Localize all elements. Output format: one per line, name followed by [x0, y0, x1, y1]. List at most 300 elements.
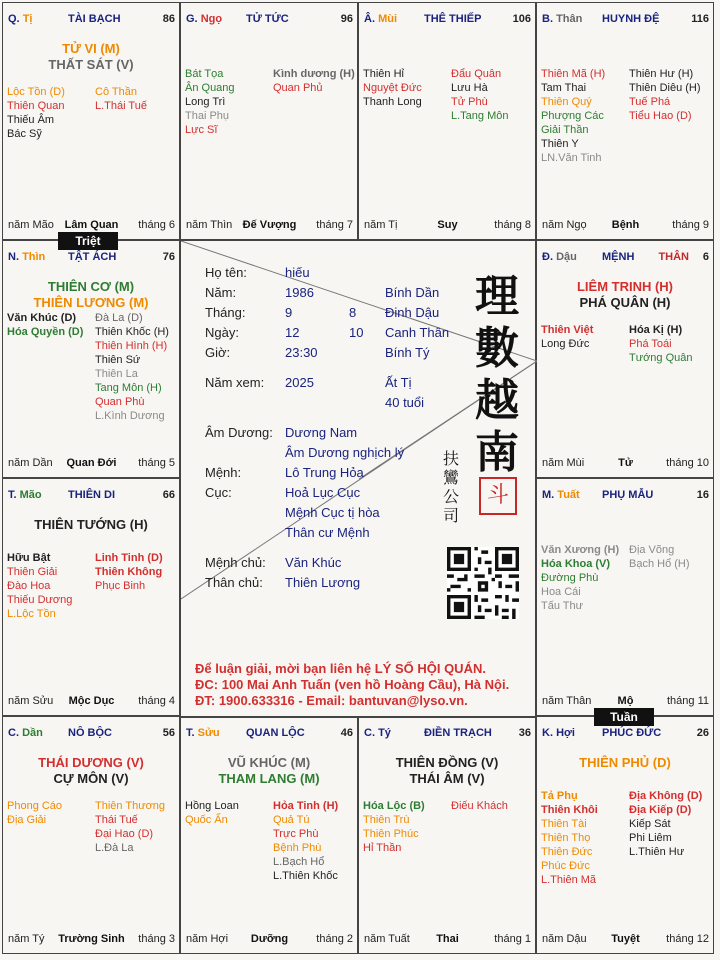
palace-month: tháng 9: [672, 219, 709, 231]
minor-star: Lộc Tồn (D): [7, 86, 65, 98]
palace-year: năm Thân: [542, 695, 592, 707]
minor-star: Long Đức: [541, 338, 590, 350]
minor-star: L.Bạch Hổ: [273, 856, 325, 868]
palace-header: [8, 251, 175, 267]
minor-star: Phục Binh: [95, 580, 146, 592]
palace-year: năm Ngọ: [542, 219, 587, 231]
minor-star: Quan Phù: [95, 396, 145, 408]
minor-star: Bát Tọa: [185, 68, 224, 80]
minor-stars-right: [95, 311, 181, 423]
gio-value: 23:30: [285, 345, 318, 360]
ly-so-viet-nam-logo: 理數越南: [475, 271, 519, 478]
minor-star: Địa Võng: [629, 544, 675, 556]
minor-star: Thiên Khốc (H): [95, 326, 169, 338]
palace-can: B.: [542, 13, 553, 25]
major-stars: [359, 755, 535, 787]
palace-month: tháng 10: [666, 457, 709, 469]
minor-star: Bạch Hổ (H): [629, 558, 690, 570]
minor-stars-left: [363, 799, 449, 855]
palace-can-chi: [542, 13, 582, 25]
minor-stars-right: [95, 799, 181, 855]
cuc-label: Cục:: [205, 485, 232, 500]
trang-sinh-stage: Suy: [437, 219, 458, 231]
palace-dai-han-number: 66: [162, 489, 175, 501]
logo-subtitle: 扶鸞公司: [443, 449, 460, 525]
trang-sinh-stage: Mộc Dục: [68, 695, 115, 707]
palace-header: [364, 727, 531, 743]
major-star: THIÊN PHỦ (D): [579, 755, 671, 770]
palace-can: T.: [8, 489, 17, 501]
minor-star: Bệnh Phù: [273, 842, 322, 854]
palace-can: C.: [8, 727, 19, 739]
than-cu-value: Thân cư Mệnh: [285, 525, 370, 540]
palace-suu[interactable]: [180, 716, 358, 954]
major-star: TỬ VI (M): [62, 41, 120, 56]
palace-footer: [8, 933, 175, 947]
minor-star: Thiên Trù: [363, 814, 410, 826]
ho-ten-label: Họ tên:: [205, 265, 247, 280]
palace-footer: [8, 457, 175, 471]
minor-stars-left: [185, 67, 271, 137]
palace-can: M.: [542, 489, 555, 501]
major-star: THIÊN TƯỚNG (H): [34, 517, 148, 532]
palace-month: tháng 11: [666, 695, 709, 707]
than-chu-value: Thiên Lương: [285, 575, 361, 590]
major-star: PHÁ QUÂN (H): [579, 295, 671, 310]
minor-star: Tướng Quân: [629, 352, 693, 364]
nam-xem-value: 2025: [285, 375, 314, 390]
minor-star: Bác Sỹ: [7, 128, 42, 140]
palace-month: tháng 7: [316, 219, 353, 231]
minor-star: Hóa Lộc (B): [363, 800, 425, 812]
minor-star: Thiên Phúc: [363, 828, 419, 840]
palace-dai-han-number: 116: [691, 13, 709, 25]
palace-can: Đ.: [542, 251, 553, 263]
palace-chi: Dậu: [556, 251, 577, 263]
minor-star: Đào Hoa: [7, 580, 51, 592]
minor-stars-right: [451, 67, 537, 123]
minor-star: Hữu Bật: [7, 552, 51, 564]
nam-xem-can-value: Ất Tị: [385, 375, 412, 390]
palace-chi: Tuất: [557, 489, 580, 501]
palace-can-chi: [186, 727, 220, 739]
palace-chi: Thân: [556, 13, 583, 25]
palace-name: NÔ BỘC: [68, 727, 112, 739]
palace-header: [364, 13, 531, 29]
palace-chi: Sửu: [197, 727, 220, 739]
palace-year: năm Mùi: [542, 457, 585, 469]
minor-star: Phá Toái: [629, 338, 672, 350]
tuan-tag: Tuần: [594, 708, 654, 726]
palace-name: MỆNH: [602, 251, 635, 263]
minor-star: Phúc Đức: [541, 860, 590, 872]
palace-header: [542, 489, 709, 505]
center-info-panel: [180, 240, 536, 718]
major-stars: [3, 41, 179, 73]
minor-star: L.Tang Môn: [451, 110, 509, 122]
major-stars: [3, 517, 179, 533]
minor-star: Tả Phụ: [541, 790, 578, 802]
minor-stars-right: [629, 67, 715, 123]
am-duong-value: Dương Nam: [285, 425, 358, 440]
palace-name: TỬ TỨC: [246, 13, 289, 25]
ngay-value: 12: [285, 325, 300, 340]
ngay-can-value: Canh Thân: [385, 325, 450, 340]
minor-star: Thiên Hư (H): [629, 68, 694, 80]
cuc-relation-value: Mệnh Cục tị hòa: [285, 505, 380, 520]
palace-footer: [542, 457, 709, 471]
palace-year: năm Tị: [364, 219, 398, 231]
than-marker: THÂN: [658, 251, 689, 263]
minor-star: Thiên Tài: [541, 818, 587, 830]
palace-name: HUYNH ĐỆ: [602, 13, 660, 25]
minor-stars-left: [541, 789, 627, 887]
minor-star: Cô Thần: [95, 86, 137, 98]
minor-stars-left: [541, 67, 627, 165]
palace-mao[interactable]: [2, 478, 180, 716]
palace-dai-han-number: 46: [340, 727, 353, 739]
palace-chi: Tị: [22, 13, 33, 25]
major-star: THAM LANG (M): [218, 771, 320, 786]
palace-ngo[interactable]: [180, 2, 358, 240]
major-star: THÁI DƯƠNG (V): [38, 755, 144, 770]
gio-can-value: Bính Tý: [385, 345, 430, 360]
minor-star: Thiên Thương: [95, 800, 166, 812]
trang-sinh-stage: Thai: [436, 933, 459, 945]
trang-sinh-stage: Bệnh: [611, 219, 640, 231]
minor-star: Thiếu Âm: [7, 114, 55, 126]
palace-can-chi: [364, 13, 397, 25]
palace-header: [542, 727, 709, 743]
minor-star: LN.Văn Tinh: [541, 152, 602, 164]
palace-year: năm Sửu: [8, 695, 54, 707]
than-chu-label: Thân chủ:: [205, 575, 263, 590]
ngay-am-value: 10: [349, 325, 364, 340]
palace-can-chi: [8, 13, 32, 25]
palace-dai-han-number: 86: [162, 13, 175, 25]
ho-ten-value: hiếu: [285, 265, 310, 280]
palace-dai-han-number: 96: [340, 13, 353, 25]
palace-month: tháng 12: [666, 933, 709, 945]
palace-dai-han-number: 56: [162, 727, 175, 739]
major-star: THẤT SÁT (V): [48, 57, 134, 72]
minor-star: L.Thiên Hư: [629, 846, 685, 858]
minor-star: Đẩu Quân: [451, 68, 502, 80]
minor-stars-right: [273, 799, 359, 883]
trang-sinh-stage: Đế Vượng: [242, 219, 297, 231]
palace-name: QUAN LỘC: [246, 727, 305, 739]
palace-year: năm Thìn: [186, 219, 233, 231]
palace-year: năm Hợi: [186, 933, 229, 945]
palace-name: PHỤ MẪU: [602, 489, 654, 501]
minor-stars-left: [541, 323, 627, 351]
minor-stars-right: [629, 323, 715, 365]
major-star: THIÊN ĐỒNG (V): [395, 755, 499, 770]
minor-star: Lực Sĩ: [185, 124, 218, 136]
palace-chi: Mão: [19, 489, 42, 501]
minor-star: Thiên Diêu (H): [629, 82, 701, 94]
minor-stars-right: [95, 551, 181, 593]
palace-thin[interactable]: [2, 240, 180, 478]
minor-star: Hóa Kị (H): [629, 324, 683, 336]
minor-star: Phượng Các: [541, 110, 604, 122]
palace-header: [186, 727, 353, 743]
menh-chu-label: Mệnh chủ:: [205, 555, 266, 570]
palace-year: năm Mão: [8, 219, 54, 231]
palace-year: năm Tuất: [364, 933, 410, 945]
palace-header: [542, 13, 709, 29]
major-star: LIÊM TRINH (H): [576, 279, 674, 294]
palace-can: T.: [186, 727, 195, 739]
thang-value: 9: [285, 305, 293, 320]
palace-month: tháng 8: [494, 219, 531, 231]
palace-month: tháng 4: [138, 695, 175, 707]
major-stars: [181, 755, 357, 787]
major-stars: [3, 279, 179, 311]
palace-name: THÊ THIẾP: [424, 13, 482, 25]
menh-chu-value: Văn Khúc: [285, 555, 342, 570]
palace-footer: [364, 219, 531, 233]
minor-star: Ân Quang: [185, 82, 235, 94]
contact-address: ĐC: 100 Mai Anh Tuấn (ven hồ Hoàng Cầu), Hà Nội.: [195, 677, 510, 692]
minor-star: Địa Kiếp (D): [629, 804, 692, 816]
palace-footer: [186, 933, 353, 947]
minor-star: Kiếp Sát: [629, 818, 671, 830]
palace-footer: [542, 695, 709, 709]
palace-header: [8, 727, 175, 743]
cuc-value: Hoả Lục Cục: [285, 485, 361, 500]
trang-sinh-stage: Mộ: [617, 695, 634, 707]
minor-star: Tang Môn (H): [95, 382, 162, 394]
palace-can-chi: [364, 727, 391, 739]
major-star: THIÊN CƠ (M): [47, 279, 135, 294]
minor-star: Tuế Phá: [629, 96, 671, 108]
minor-star: Hóa Khoa (V): [541, 558, 611, 570]
palace-chi: Thìn: [22, 251, 46, 263]
qr-code[interactable]: [447, 547, 519, 619]
palace-month: tháng 2: [316, 933, 353, 945]
contact-line-1: Để luận giải, mời bạn liên hệ LÝ SỐ HỘI QUÁN.: [195, 661, 486, 676]
minor-star: Thiên Đức: [541, 846, 593, 858]
minor-star: L.Kình Dương: [95, 410, 165, 422]
minor-star: Thai Phụ: [185, 110, 230, 122]
palace-ty[interactable]: [358, 716, 536, 954]
minor-star: Thiên Mã (H): [541, 68, 606, 80]
trang-sinh-stage: Trường Sinh: [58, 933, 125, 945]
palace-dai-han-number: 26: [696, 727, 709, 739]
tu-vi-chart: [2, 2, 718, 958]
trang-sinh-stage: Quan Đới: [66, 457, 117, 469]
palace-chi: Ngọ: [200, 13, 223, 25]
palace-dai-han-number: 16: [696, 489, 709, 501]
minor-star: Địa Không (D): [629, 790, 703, 802]
palace-can: K.: [542, 727, 553, 739]
minor-star: Thiên Giải: [7, 566, 58, 578]
palace-can-chi: [542, 727, 575, 739]
major-stars: [537, 755, 713, 771]
palace-chi: Hợi: [556, 727, 575, 739]
minor-star: Trực Phù: [273, 828, 319, 840]
minor-star: Thiếu Dương: [7, 594, 73, 606]
palace-year: năm Dần: [8, 457, 53, 469]
palace-dai-han-number: 6: [702, 251, 709, 263]
trang-sinh-stage: Dưỡng: [250, 933, 289, 945]
major-star: VŨ KHÚC (M): [227, 755, 311, 770]
gio-label: Giờ:: [205, 345, 231, 360]
minor-stars-right: [629, 789, 715, 859]
nam-value: 1986: [285, 285, 314, 300]
palace-month: tháng 5: [138, 457, 175, 469]
minor-star: Thiên Hỉ: [363, 68, 404, 80]
minor-stars-left: [7, 799, 93, 827]
minor-star: Tấu Thư: [541, 600, 584, 612]
palace-than[interactable]: [536, 2, 714, 240]
major-stars: [3, 755, 179, 787]
palace-dai-han-number: 76: [162, 251, 175, 263]
palace-dau[interactable]: [536, 240, 714, 478]
minor-star: Thiên Quý: [541, 96, 592, 108]
ngay-label: Ngày:: [205, 325, 239, 340]
minor-star: L.Thái Tuế: [95, 100, 147, 112]
major-star: THÁI ÂM (V): [409, 771, 485, 786]
palace-footer: [8, 219, 175, 233]
am-duong-label: Âm Dương:: [205, 425, 273, 440]
minor-star: Kình dương (H): [273, 68, 355, 80]
minor-star: Địa Giải: [7, 814, 47, 826]
thang-am-value: 8: [349, 305, 357, 320]
palace-name: TÀI BẠCH: [68, 13, 121, 25]
palace-name: TẬT ÁCH: [68, 251, 117, 263]
minor-stars-right: [629, 543, 715, 571]
minor-star: Thiên Thọ: [541, 832, 591, 844]
palace-month: tháng 6: [138, 219, 175, 231]
tuoi-value: 40 tuổi: [385, 395, 425, 410]
minor-star: Tam Thai: [541, 82, 587, 94]
minor-star: Hóa Quyền (D): [7, 326, 84, 338]
minor-star: Phong Cáo: [7, 800, 63, 812]
minor-star: Hoa Cái: [541, 586, 581, 598]
minor-star: L.Thiên Mã: [541, 874, 597, 886]
minor-star: Thái Tuế: [95, 814, 138, 826]
palace-name: THIÊN DI: [68, 489, 116, 501]
minor-star: Thiên Hình (H): [95, 340, 168, 352]
minor-star: Thiên Khôi: [541, 804, 598, 816]
palace-hoi[interactable]: [536, 716, 714, 954]
palace-footer: [364, 933, 531, 947]
minor-stars-left: [7, 85, 93, 141]
palace-footer: [542, 933, 709, 947]
minor-star: Đại Hao (D): [95, 828, 154, 840]
minor-stars-left: [7, 311, 93, 339]
palace-can: G.: [186, 13, 198, 25]
minor-star: Văn Khúc (D): [7, 312, 77, 324]
palace-name: ĐIỀN TRẠCH: [424, 727, 492, 739]
minor-star: Thiên La: [95, 368, 138, 380]
minor-star: Phi Liêm: [629, 832, 672, 844]
minor-stars-left: [363, 67, 449, 109]
minor-star: Giải Thần: [541, 124, 589, 136]
palace-can: Q.: [8, 13, 20, 25]
trang-sinh-stage: Tử: [618, 457, 633, 469]
palace-name: PHÚC ĐỨC: [602, 727, 662, 739]
minor-star: Quan Phủ: [273, 82, 323, 94]
palace-header: [8, 13, 175, 29]
palace-dan[interactable]: [2, 716, 180, 954]
palace-month: tháng 3: [138, 933, 175, 945]
palace-chi: Tý: [378, 727, 391, 739]
nam-xem-label: Năm xem:: [205, 375, 265, 390]
minor-stars-left: [185, 799, 271, 827]
menh-value: Lô Trung Hỏa: [285, 465, 364, 480]
palace-can-chi: [8, 251, 45, 263]
minor-stars-right: [95, 85, 181, 113]
palace-year: năm Tý: [8, 933, 45, 945]
minor-star: Quốc Ấn: [185, 814, 228, 826]
minor-star: Thiên Sứ: [95, 354, 141, 366]
minor-star: Thanh Long: [363, 96, 422, 108]
palace-can-chi: [542, 489, 580, 501]
palace-header: [186, 13, 353, 29]
thang-can-value: Đinh Dậu: [385, 305, 440, 320]
nam-am-value: Bính Dần: [385, 285, 440, 300]
palace-can-chi: [542, 251, 577, 263]
minor-star: Thiên Việt: [541, 324, 594, 336]
minor-star: Tiểu Hao (D): [629, 110, 692, 122]
minor-star: Điếu Khách: [451, 800, 508, 812]
minor-star: Linh Tinh (D): [95, 552, 163, 564]
palace-chi: Dần: [22, 727, 43, 739]
palace-footer: [186, 219, 353, 233]
minor-star: Tử Phù: [451, 96, 488, 108]
minor-star: Hồng Loan: [185, 800, 239, 812]
trang-sinh-stage: Tuyệt: [611, 933, 640, 945]
trang-sinh-stage: Lâm Quan: [64, 219, 119, 231]
minor-star: Thiên Quan: [7, 100, 65, 112]
minor-star: Quả Tú: [273, 814, 310, 826]
minor-star: Hỏa Tinh (H): [273, 800, 339, 812]
minor-star: Long Trì: [185, 96, 226, 108]
minor-star: Đà La (D): [95, 312, 143, 324]
minor-star: L.Đà La: [95, 842, 134, 854]
major-stars: [537, 279, 713, 311]
minor-star: Hỉ Thần: [363, 842, 402, 854]
red-seal-stamp: 斗: [479, 477, 517, 515]
minor-stars-right: [451, 799, 537, 813]
palace-mui[interactable]: [358, 2, 536, 240]
palace-tuat[interactable]: [536, 478, 714, 716]
minor-star: L.Lộc Tồn: [7, 608, 56, 620]
minor-star: Đường Phù: [541, 572, 599, 584]
palace-can: Â.: [364, 13, 375, 25]
palace-month: tháng 1: [494, 933, 531, 945]
palace-footer: [542, 219, 709, 233]
contact-phone-email[interactable]: ĐT: 1900.633316 - Email: bantuvan@lyso.vn.: [195, 693, 468, 708]
major-star: CỰ MÔN (V): [53, 771, 129, 786]
palace-chi: Mùi: [378, 13, 398, 25]
thang-label: Tháng:: [205, 305, 246, 320]
am-duong-ly-value: Âm Dương nghịch lý: [285, 445, 405, 460]
minor-star: Lưu Hà: [451, 82, 488, 94]
minor-star: Văn Xương (H): [541, 544, 620, 556]
minor-star: L.Thiên Khốc: [273, 870, 338, 882]
palace-ti[interactable]: [2, 2, 180, 240]
palace-can-chi: [186, 13, 222, 25]
palace-can-chi: [8, 727, 43, 739]
nam-label: Năm:: [205, 285, 237, 300]
minor-star: Nguyệt Đức: [363, 82, 422, 94]
palace-footer: [8, 695, 175, 709]
palace-can: N.: [8, 251, 19, 263]
